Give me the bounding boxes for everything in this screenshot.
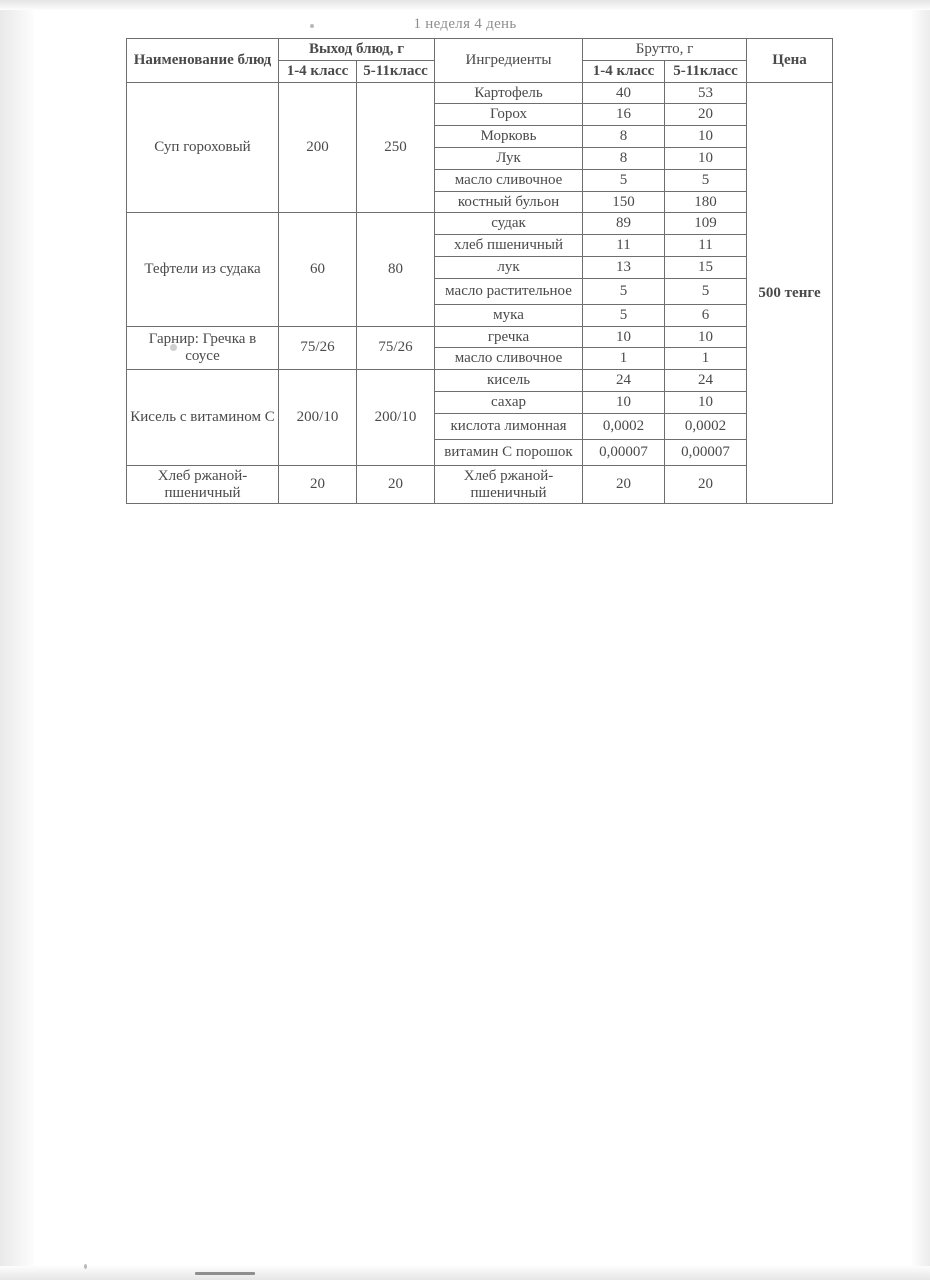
ingredient-gross-1-4: 0,00007: [583, 439, 665, 465]
dish-name: Гарнир: Гречка в соусе: [127, 326, 279, 370]
ingredient-gross-1-4: 20: [583, 465, 665, 504]
ingredient-gross-5-11: 0,00007: [665, 439, 747, 465]
ingredient-gross-5-11: 6: [665, 304, 747, 326]
dish-name: Суп гороховый: [127, 82, 279, 213]
ingredient-gross-5-11: 20: [665, 104, 747, 126]
subheader-gross-class-1-4: 1-4 класс: [583, 60, 665, 82]
ingredient-gross-1-4: 11: [583, 235, 665, 257]
ingredient-gross-1-4: 150: [583, 191, 665, 213]
scan-speck: [195, 1272, 255, 1275]
ingredient-gross-5-11: 53: [665, 82, 747, 104]
ingredient-gross-5-11: 10: [665, 391, 747, 413]
ingredient-gross-1-4: 16: [583, 104, 665, 126]
scan-edge-top: [0, 0, 930, 10]
subheader-yield-class-1-4: 1-4 класс: [279, 60, 357, 82]
ingredient-name: Картофель: [435, 82, 583, 104]
ingredient-name: Лук: [435, 147, 583, 169]
ingredient-name: Морковь: [435, 126, 583, 148]
table-header-row: [127, 39, 833, 61]
ingredient-name: гречка: [435, 326, 583, 348]
ingredient-gross-1-4: 10: [583, 391, 665, 413]
dish-yield-1-4: 20: [279, 465, 357, 504]
table-row: [127, 465, 833, 504]
scan-edge-right: [912, 0, 930, 1280]
header-ingredients: Ингредиенты: [435, 39, 583, 83]
ingredient-gross-1-4: 5: [583, 169, 665, 191]
ingredient-gross-1-4: 10: [583, 326, 665, 348]
header-dish-name: Наименование блюд: [127, 39, 279, 83]
ingredient-name: витамин С порошок: [435, 439, 583, 465]
ingredient-name: хлеб пшеничный: [435, 235, 583, 257]
ingredient-gross-1-4: 5: [583, 278, 665, 304]
dish-yield-1-4: 200: [279, 82, 357, 213]
ingredient-gross-1-4: 1: [583, 348, 665, 370]
ingredient-gross-1-4: 89: [583, 213, 665, 235]
ingredient-gross-5-11: 180: [665, 191, 747, 213]
subheader-gross-class-5-11: 5-11класс: [665, 60, 747, 82]
ingredient-gross-5-11: 11: [665, 235, 747, 257]
ingredient-gross-1-4: 8: [583, 126, 665, 148]
table-row: [127, 82, 833, 104]
dish-yield-5-11: 20: [357, 465, 435, 504]
ingredient-gross-1-4: 13: [583, 256, 665, 278]
price-value: 500 тенге: [747, 82, 833, 504]
dish-name: Тефтели из судака: [127, 213, 279, 326]
dish-yield-5-11: 200/10: [357, 370, 435, 466]
ingredient-gross-5-11: 10: [665, 326, 747, 348]
ingredient-name: масло сливочное: [435, 348, 583, 370]
table-row: [127, 370, 833, 392]
ingredient-name: костный бульон: [435, 191, 583, 213]
menu-table: [126, 38, 833, 504]
scan-speck: [84, 1264, 87, 1269]
dish-name: Хлеб ржаной-пшеничный: [127, 465, 279, 504]
dish-yield-5-11: 80: [357, 213, 435, 326]
ingredient-gross-5-11: 5: [665, 278, 747, 304]
ingredient-gross-5-11: 24: [665, 370, 747, 392]
ingredient-gross-1-4: 5: [583, 304, 665, 326]
scan-edge-left: [0, 0, 34, 1280]
ingredient-gross-5-11: 10: [665, 126, 747, 148]
ingredient-name: мука: [435, 304, 583, 326]
ingredient-gross-5-11: 1: [665, 348, 747, 370]
ingredient-gross-5-11: 109: [665, 213, 747, 235]
header-gross: Брутто, г: [583, 39, 747, 61]
ingredient-gross-5-11: 5: [665, 169, 747, 191]
header-price: Цена: [747, 39, 833, 83]
ingredient-name: сахар: [435, 391, 583, 413]
ingredient-gross-1-4: 40: [583, 82, 665, 104]
ingredient-name: кисель: [435, 370, 583, 392]
dish-yield-1-4: 60: [279, 213, 357, 326]
ingredient-gross-5-11: 20: [665, 465, 747, 504]
ingredient-name: судак: [435, 213, 583, 235]
ingredient-gross-1-4: 24: [583, 370, 665, 392]
ingredient-name: Хлеб ржаной-пшеничный: [435, 465, 583, 504]
dish-yield-5-11: 75/26: [357, 326, 435, 370]
page-title: 1 неделя 4 день: [413, 16, 517, 32]
table-row: [127, 326, 833, 348]
dish-yield-5-11: 250: [357, 82, 435, 213]
ingredient-name: масло сливочное: [435, 169, 583, 191]
ingredient-gross-5-11: 0,0002: [665, 413, 747, 439]
header-yield: Выход блюд, г: [279, 39, 435, 61]
ingredient-gross-5-11: 10: [665, 147, 747, 169]
ingredient-name: кислота лимонная: [435, 413, 583, 439]
dish-yield-1-4: 200/10: [279, 370, 357, 466]
dish-name: Кисель с витамином С: [127, 370, 279, 466]
ingredient-gross-5-11: 15: [665, 256, 747, 278]
table-row: [127, 213, 833, 235]
dish-yield-1-4: 75/26: [279, 326, 357, 370]
ingredient-gross-1-4: 8: [583, 147, 665, 169]
subheader-yield-class-5-11: 5-11класс: [357, 60, 435, 82]
ingredient-gross-1-4: 0,0002: [583, 413, 665, 439]
ingredient-name: лук: [435, 256, 583, 278]
table-body: [127, 82, 833, 504]
ingredient-name: Горох: [435, 104, 583, 126]
scan-edge-bottom: [0, 1266, 930, 1280]
ingredient-name: масло растительное: [435, 278, 583, 304]
